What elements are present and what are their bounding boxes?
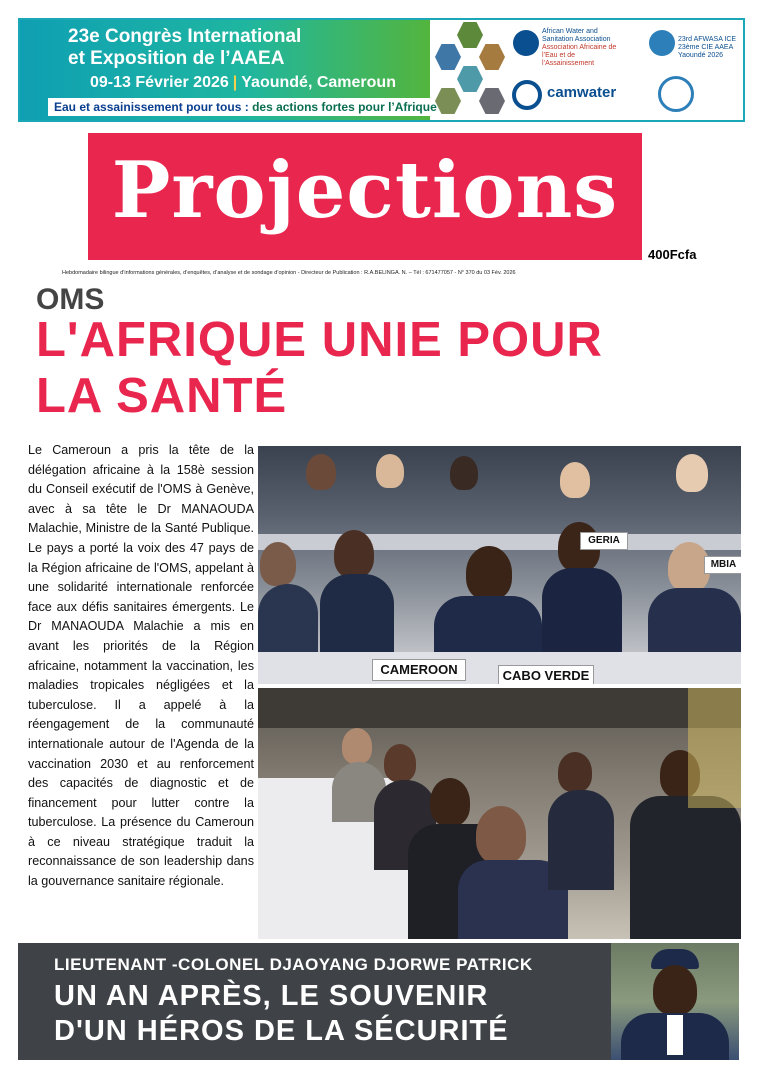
delegate-d-suit [548, 790, 614, 890]
banner-title-line2: et Exposition de l’AAEA [68, 48, 285, 69]
officer-shirt [667, 1015, 683, 1055]
hex-photo-1 [457, 22, 483, 48]
headline-line1: L'AFRIQUE UNIE POUR [36, 313, 603, 367]
article-body: Le Cameroun a pris la tête de la délégation africaine à la 158è session du Conseil exécutif de l'OMS à Genève, avec à sa tête le Dr MANAOUDA Malachie, Ministre de la Santé Publique. Le pays a porté la voix des 47 pays de la Région africaine de l'OMS, appelant à une solidarité internationale renforcée face aux défis sanitaires émergents. Le Dr MANAOUDA Malachie a mis en avant les priorités de la Région africaine, notamment la vaccination, les maladies tropicales négligées et la tuberculose. Il a appelé à la réengagement de la communauté internationale autour de l'Agenda de la vaccination 2030 et au renforcement des capacités de diagnostic et de financement pour lutter contre la tuberculose. La présence du Cameroun à ce niveau stratégique traduit la reconnaissance de son leadership dans la gouvernance sanitaire régionale. [28, 443, 254, 889]
bg-person-2 [376, 454, 404, 488]
delegate-1-head [260, 542, 296, 586]
event-banner[interactable] [18, 18, 745, 122]
congress-logo-text: 23rd AFWASA ICE 23ème CIE AAEA Yaoundé 2026 [678, 36, 737, 59]
afwasa-logo-icon [513, 30, 539, 56]
delegate-b-head [430, 778, 470, 826]
hex-photo-2 [435, 44, 461, 70]
feature-headline-line1: UN AN APRÈS, LE SOUVENIR [54, 980, 489, 1012]
bg-person-4 [560, 462, 590, 498]
banner-slogan-strong: Eau et assainissement pour tous : [54, 100, 249, 114]
delegate-e-suit [630, 796, 741, 939]
afwasa-name-fr: Association Africaine de l’Eau et de l’Assainissement [542, 44, 617, 67]
banner-date-place [90, 74, 396, 92]
delegate-3-head [466, 546, 512, 600]
camwater-logo-icon [512, 80, 542, 110]
banner-slogan-rest: des actions fortes pour l’Afrique [252, 100, 437, 114]
hex-photo-6 [479, 88, 505, 114]
banner-slogan [48, 98, 437, 116]
bg-person-1 [306, 454, 336, 490]
feature-kicker: LIEUTENANT -COLONEL DJAOYANG DJORWE PATRICK [54, 955, 533, 974]
delegate-2-suit [320, 574, 394, 664]
hall-back-wall [258, 688, 741, 728]
banner-gradient-panel [20, 20, 437, 120]
banner-separator: | [232, 74, 238, 91]
portrait-officer-photo [611, 943, 739, 1060]
anniversary-60-logo-icon [658, 76, 694, 112]
photo-council-session [258, 688, 741, 939]
nameplate-cabo-verde: CABO VERDE [498, 665, 594, 684]
bg-delegate-woman-head [342, 728, 372, 764]
headline-line2: LA SANTÉ [36, 369, 288, 423]
congress-logo-icon [649, 30, 675, 56]
feature-headline-line2: D'UN HÉROS DE LA SÉCURITÉ [54, 1015, 509, 1047]
masthead [88, 133, 642, 260]
banner-title-line1: 23e Congrès International [68, 26, 302, 47]
bg-person-5 [676, 454, 708, 492]
article-kicker: OMS [36, 283, 105, 316]
hex-photo-4 [457, 66, 483, 92]
banner-place: Yaoundé, Cameroun [241, 74, 396, 91]
price-label: 400Fcfa [648, 247, 697, 262]
delegate-a-head [384, 744, 416, 782]
nameplate-cameroon: CAMEROON [372, 659, 466, 681]
officer-face [653, 965, 697, 1015]
publication-tagline: Hebdomadaire bilingue d’informations générales, d’enquêtes, d’analyse et de sondage d’opinion - Directeur de Publication : R.A.BELINGA. N. – Tél : 671477057 - N° 370 du 03 Fév. 2026 [62, 270, 516, 276]
camwater-logo-text: camwater [547, 84, 617, 101]
hex-photo-5 [435, 88, 461, 114]
hex-photo-3 [479, 44, 505, 70]
hall-yellow-wall [688, 688, 741, 808]
hexagon-photo-collage [435, 22, 513, 118]
delegate-d-head [558, 752, 592, 792]
bg-person-3 [450, 456, 478, 490]
afwasa-name-en: African Water and Sanitation Association [542, 28, 611, 43]
delegate-c-head [476, 806, 526, 864]
afwasa-logo-text [542, 28, 622, 68]
photo-delegation-meeting [258, 446, 741, 684]
banner-date: 09-13 Février 2026 [90, 74, 229, 91]
feature-box[interactable] [18, 943, 611, 1060]
back-table [258, 534, 741, 550]
delegate-2-head [334, 530, 374, 578]
nameplate-gambia: MBIA [704, 556, 741, 574]
article-headline [36, 312, 736, 424]
newspaper-title: Projections [111, 145, 619, 236]
nameplate-nigeria: GERIA [580, 532, 628, 550]
